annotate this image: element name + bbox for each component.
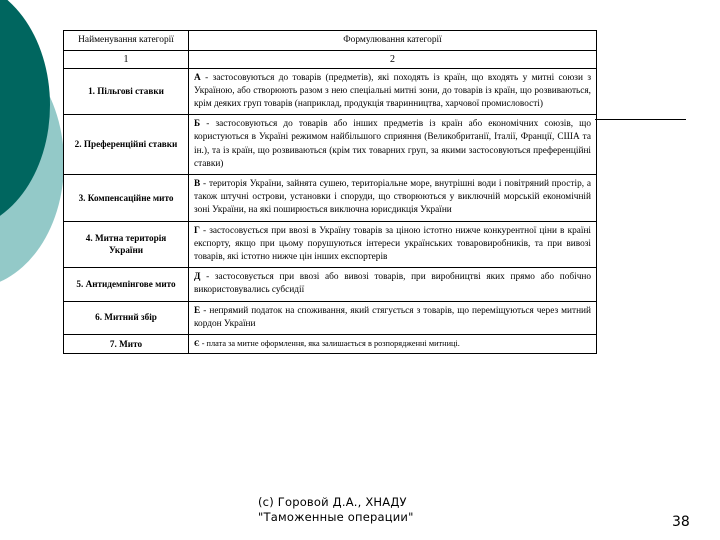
category-name: 3. Компенсаційне мито — [64, 175, 189, 222]
table-header-row — [64, 31, 597, 51]
column-number-2: 2 — [189, 50, 597, 68]
table-row — [64, 115, 597, 175]
category-name: 4. Митна територія України — [64, 221, 189, 268]
definition-letter: А — [194, 72, 201, 83]
category-definition: Б - застосовуються до товарів або інших предметів із країн або економічних союзів, що користуються в Україні режимом найбільшого сприяння (Великобританії, Італії, Франції, США та ін.), та із країн, що розвиваються (крім тих товарних груп, за якими застосовуються преференційні ставки) — [189, 115, 597, 175]
table-row — [64, 175, 597, 222]
definition-letter: Д — [194, 272, 201, 283]
table-row — [64, 334, 597, 353]
definition-letter: В — [194, 179, 201, 189]
decorative-circle-dark — [0, 0, 50, 230]
category-definition: Д - застосовується при ввозі або вивозі товарів, при виробництві яких прямо або побічно використовувались субсидії — [189, 268, 597, 301]
customs-category-table — [63, 30, 597, 354]
category-definition: В - територія України, зайнята сушею, територіальне море, внутрішні води і повітряний простір, а також штучні острови, установки і споруди, що створюються у виключній морській економічній зоні України, на які поширюється виключна юрисдикція України — [189, 175, 597, 222]
category-name: 2. Преференційні ставки — [64, 115, 189, 175]
column-number-1: 1 — [64, 50, 189, 68]
category-definition: А - застосовуються до товарів (предметів), які походять із країн, що входять у митні союзи з Україною, або створюють разом з нею спеціальні митні зони, до товарів із країн, що розвиваються, крім деяких груп товарів (наприклад, продукція тваринництва, харчової промисловості) — [189, 68, 597, 115]
footer-copyright-line: (c) Горовой Д.А., ХНАДУ — [258, 495, 407, 509]
table-row — [64, 68, 597, 115]
table-row — [64, 221, 597, 268]
definition-letter: Є — [194, 338, 200, 348]
category-name: 7. Мито — [64, 334, 189, 353]
category-definition: Е - непрямий податок на споживання, який стягується з товарів, що переміщуються через митний кордон України — [189, 301, 597, 334]
footer-title-line: "Таможенные операции" — [258, 510, 414, 525]
definition-letter: Б — [194, 119, 201, 130]
category-definition: Є - плата за митне оформлення, яка залишається в розпорядженні митниці. — [189, 334, 597, 353]
category-definition: Г - застосовується при ввозі в Україну товарів за ціною істотно нижче конкурентної ціни в країні експорту, якщо при цьому порушуються інтереси українських товаровиробників, та при вивозі товарів, які істотно нижче цін інших експортерів — [189, 221, 597, 268]
definition-letter: Е — [194, 305, 201, 316]
definition-letter: Г — [194, 225, 200, 236]
slide-footer — [258, 495, 414, 525]
table-row — [64, 268, 597, 301]
category-name: 5. Антидемпінгове мито — [64, 268, 189, 301]
header-cell-category-definition: Формулювання категорії — [189, 31, 597, 51]
category-name: 6. Митний збір — [64, 301, 189, 334]
header-cell-category-name: Найменування категорії — [64, 31, 189, 51]
stray-horizontal-rule — [595, 119, 686, 120]
decorative-circle-light — [0, 38, 64, 288]
table-row — [64, 301, 597, 334]
page-number: 38 — [672, 514, 690, 530]
table-numbering-row — [64, 50, 597, 68]
category-name: 1. Пільгові ставки — [64, 68, 189, 115]
